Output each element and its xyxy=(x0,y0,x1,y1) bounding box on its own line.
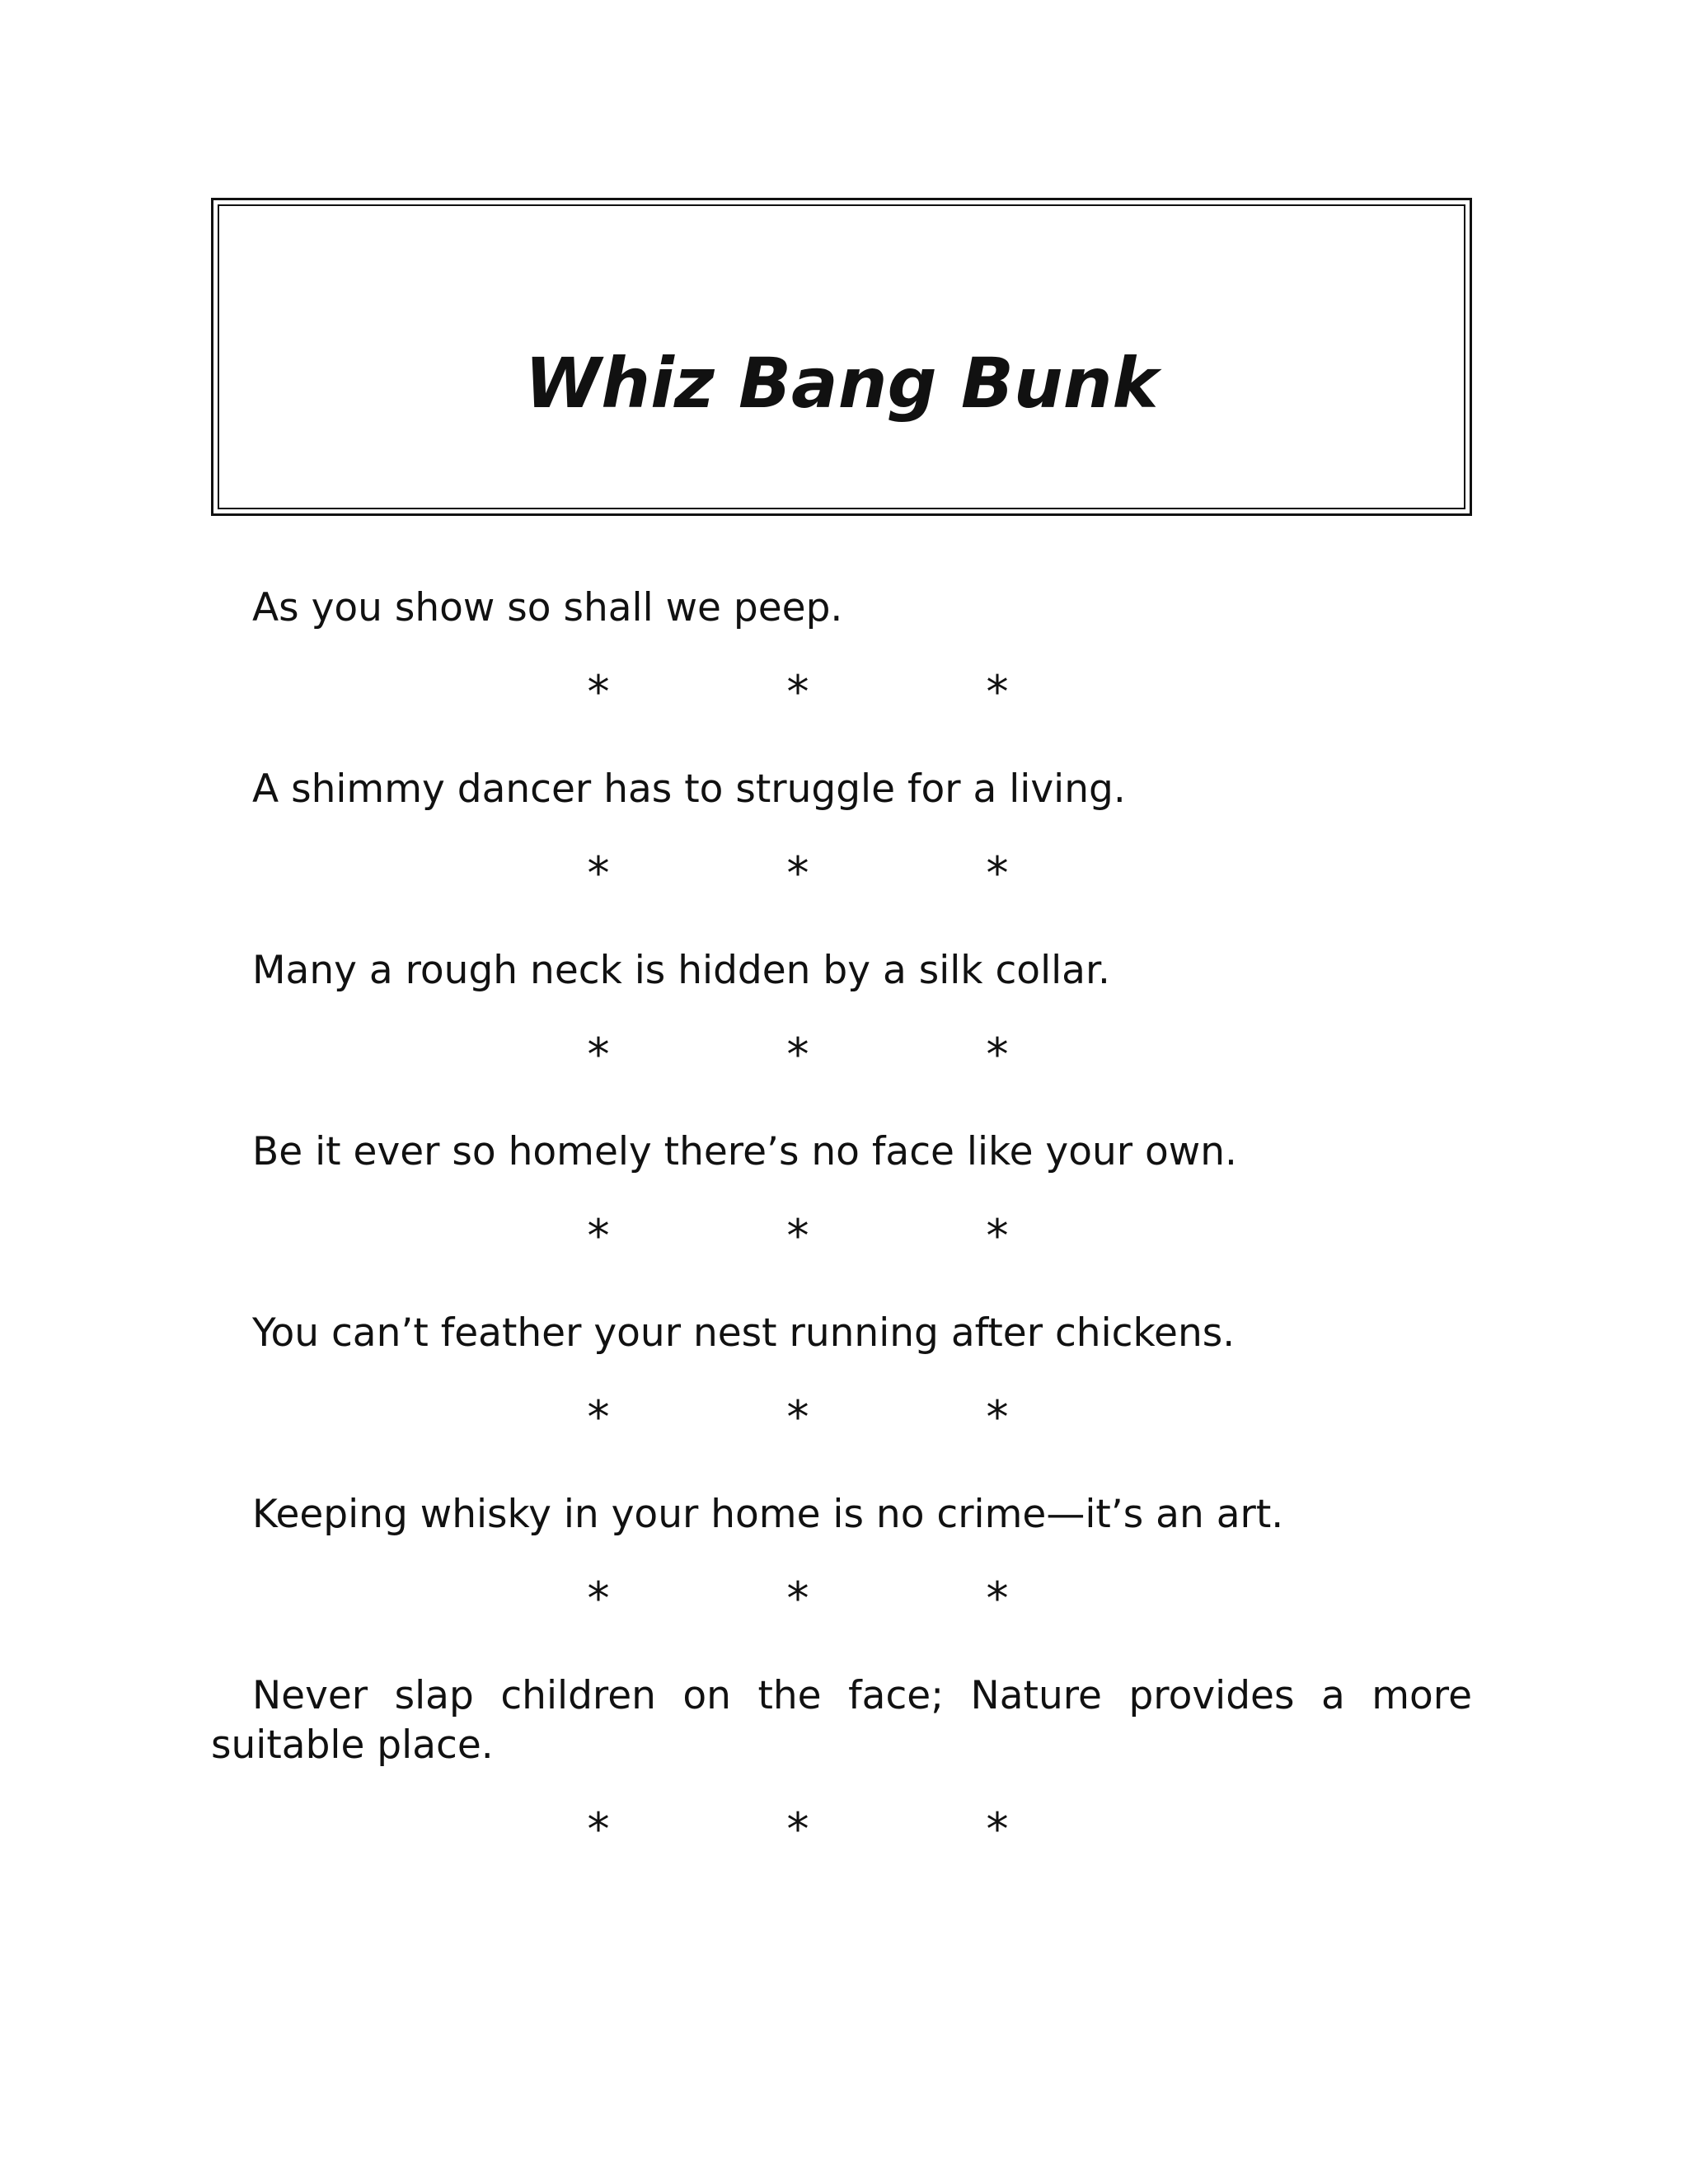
separator-star: * xyxy=(786,1572,809,1624)
separator-star: * xyxy=(786,1210,809,1262)
separator-6 xyxy=(211,1574,1472,1624)
separator-star: * xyxy=(587,847,610,899)
separator-star: * xyxy=(587,1572,610,1624)
entry-5: You can’t feather your nest running after chickens. xyxy=(252,1310,1236,1356)
separator-star: * xyxy=(587,1029,610,1080)
separator-star: * xyxy=(986,847,1009,899)
separator-3 xyxy=(211,1030,1472,1080)
separator-star: * xyxy=(786,847,809,899)
page-title: Whiz Bang Bunk xyxy=(524,343,1159,424)
separator-star: * xyxy=(587,1803,610,1855)
separator-star: * xyxy=(986,666,1009,718)
entry-4: Be it ever so homely there’s no face like your own. xyxy=(252,1129,1237,1174)
entry-6: Keeping whisky in your home is no crime—it’s an art. xyxy=(252,1492,1284,1537)
separator-star: * xyxy=(786,666,809,718)
separator-star: * xyxy=(986,1029,1009,1080)
separator-star: * xyxy=(786,1029,809,1080)
separator-5 xyxy=(211,1393,1472,1442)
separator-2 xyxy=(211,849,1472,898)
separator-star: * xyxy=(986,1210,1009,1262)
separator-star: * xyxy=(587,1210,610,1262)
separator-4 xyxy=(211,1212,1472,1261)
separator-7 xyxy=(211,1805,1472,1854)
separator-star: * xyxy=(986,1803,1009,1855)
separator-star: * xyxy=(587,666,610,718)
separator-star: * xyxy=(786,1803,809,1855)
title-box xyxy=(211,198,1472,516)
entry-3: Many a rough neck is hidden by a silk collar. xyxy=(252,948,1110,993)
separator-1 xyxy=(211,668,1472,717)
entry-1: As you show so shall we peep. xyxy=(252,585,843,630)
entry-7: Never slap children on the face; Nature provides a more suitable place. xyxy=(211,1673,1472,1768)
separator-star: * xyxy=(986,1391,1009,1443)
separator-star: * xyxy=(986,1572,1009,1624)
entry-2: A shimmy dancer has to struggle for a living. xyxy=(252,766,1126,812)
separator-star: * xyxy=(587,1391,610,1443)
separator-star: * xyxy=(786,1391,809,1443)
